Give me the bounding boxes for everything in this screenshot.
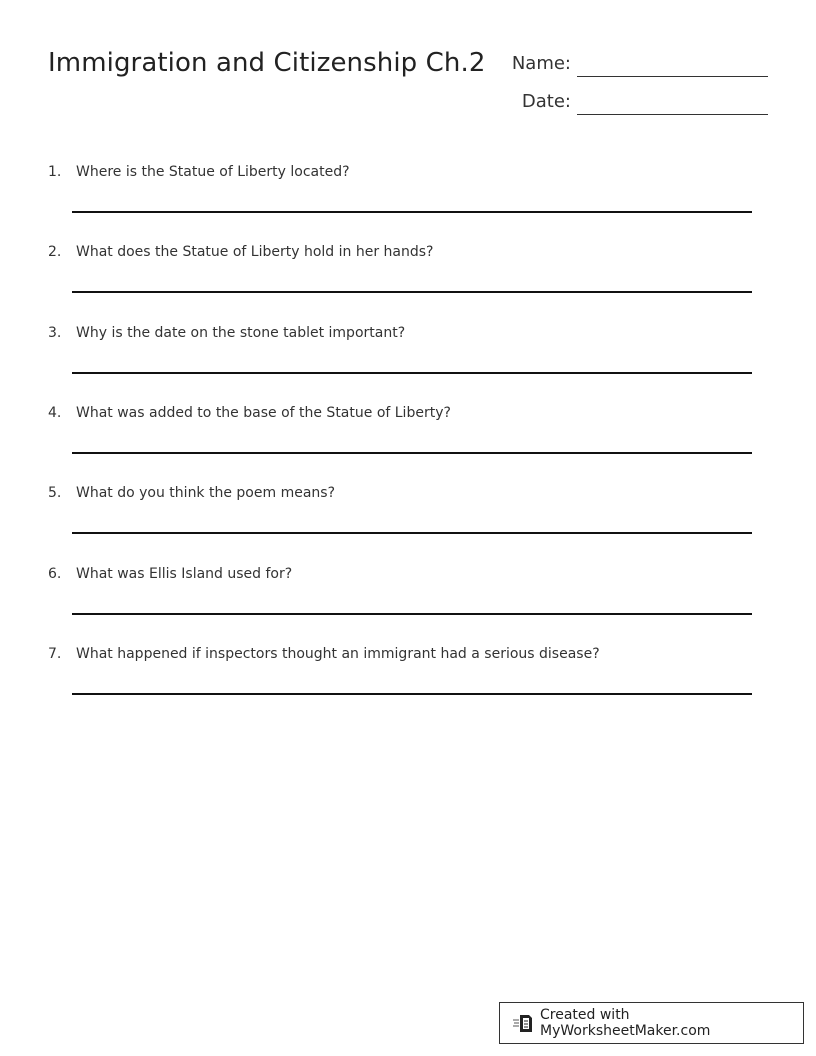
question-text: Where is the Statue of Liberty located?	[76, 164, 350, 180]
question-7	[48, 646, 600, 662]
question-4	[48, 405, 451, 421]
question-number: 6.	[48, 566, 62, 582]
question-number: 2.	[48, 244, 62, 260]
answer-line-5[interactable]	[72, 532, 752, 534]
question-number: 3.	[48, 325, 62, 341]
question-text: What was Ellis Island used for?	[76, 566, 293, 582]
question-5	[48, 485, 335, 501]
question-number: 5.	[48, 485, 62, 501]
answer-line-1[interactable]	[72, 211, 752, 213]
name-label: Name:	[511, 53, 571, 74]
question-1	[48, 164, 350, 180]
page-title: Immigration and Citizenship Ch.2	[48, 48, 486, 78]
question-number: 7.	[48, 646, 62, 662]
question-text: Why is the date on the stone tablet important?	[76, 325, 406, 341]
worksheet-maker-logo-icon	[512, 1012, 534, 1034]
answer-line-2[interactable]	[72, 291, 752, 293]
answer-line-6[interactable]	[72, 613, 752, 615]
question-6	[48, 566, 292, 582]
answer-line-7[interactable]	[72, 693, 752, 695]
date-label: Date:	[521, 91, 571, 112]
date-field[interactable]	[577, 114, 768, 115]
question-text: What happened if inspectors thought an immigrant had a serious disease?	[76, 646, 600, 662]
question-text: What do you think the poem means?	[76, 485, 335, 501]
footer-credit-text: Created with MyWorksheetMaker.com	[540, 1007, 711, 1039]
question-text: What was added to the base of the Statue of Liberty?	[76, 405, 451, 421]
answer-line-4[interactable]	[72, 452, 752, 454]
question-2	[48, 244, 433, 260]
question-3	[48, 325, 405, 341]
question-number: 4.	[48, 405, 62, 421]
question-number: 1.	[48, 164, 62, 180]
answer-line-3[interactable]	[72, 372, 752, 374]
footer-credit-box[interactable]	[499, 1002, 804, 1044]
name-field[interactable]	[577, 76, 768, 77]
question-text: What does the Statue of Liberty hold in her hands?	[76, 244, 434, 260]
